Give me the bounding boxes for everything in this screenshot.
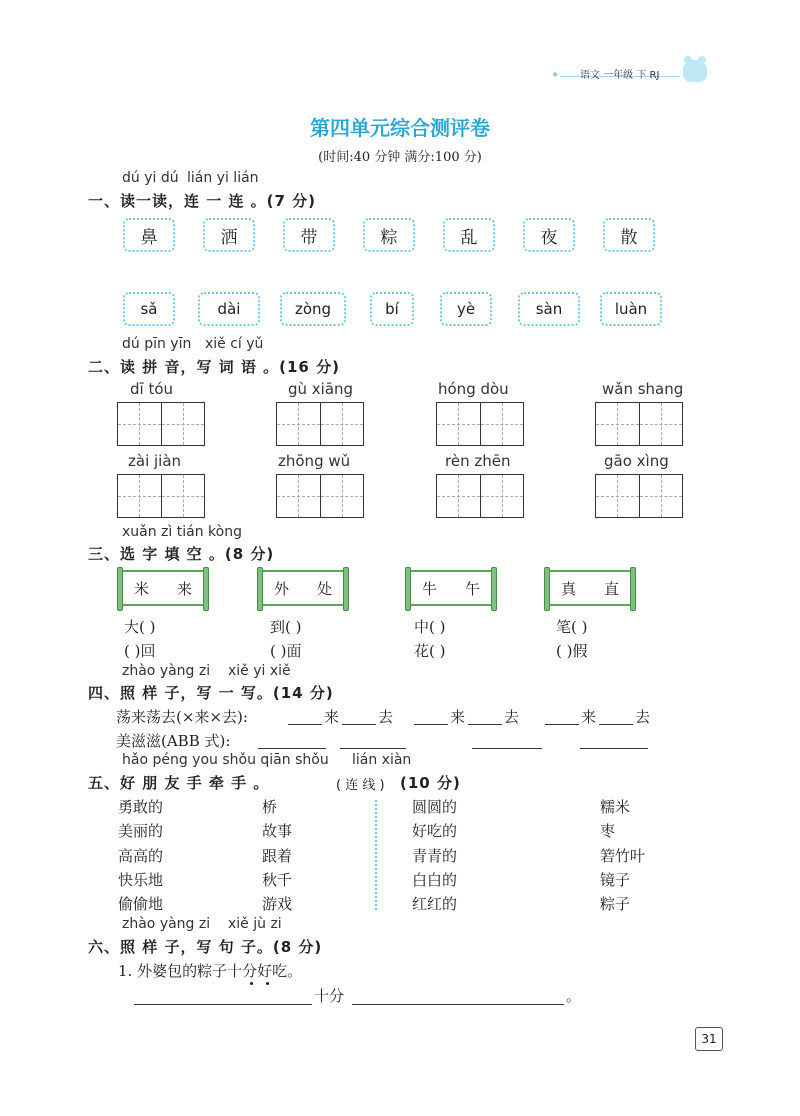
word-pinyin: hóng dòu xyxy=(438,380,509,398)
s5-heading: 五、好 朋 友 手 牵 手 。 xyxy=(88,774,270,792)
fill-blank[interactable]: 大( ) xyxy=(124,618,156,636)
char: 洒 xyxy=(220,227,238,248)
pinyin: bí xyxy=(385,300,399,318)
pinyin-card[interactable] xyxy=(518,292,580,326)
pinyin: sǎ xyxy=(140,300,158,318)
writing-grid[interactable] xyxy=(276,474,364,518)
s5-pinyin-a: hǎo péng you shǒu qiān shǒu xyxy=(122,752,329,768)
word-pinyin: gù xiāng xyxy=(288,380,354,398)
match-word[interactable]: 勇敢的 xyxy=(118,798,164,816)
choice-b: 直 xyxy=(603,579,619,598)
answer-blank[interactable] xyxy=(468,706,502,725)
match-word[interactable]: 枣 xyxy=(600,822,616,840)
pinyin: dài xyxy=(217,300,241,318)
choice-b: 午 xyxy=(464,579,480,598)
answer-blank[interactable] xyxy=(258,730,326,749)
match-word[interactable]: 青青的 xyxy=(412,847,458,865)
bear-icon xyxy=(683,60,707,82)
choice-a: 米 xyxy=(133,579,149,598)
char-card[interactable] xyxy=(283,218,335,252)
lai-char: 来 xyxy=(324,708,340,726)
emphasis-dot xyxy=(250,982,253,985)
lai-char: 来 xyxy=(450,708,466,726)
match-word[interactable]: 白白的 xyxy=(412,871,458,889)
answer-blank[interactable] xyxy=(342,706,376,725)
fill-blank[interactable]: 笔( ) xyxy=(556,618,588,636)
match-word[interactable]: 游戏 xyxy=(262,895,293,913)
match-word[interactable]: 快乐地 xyxy=(118,871,164,889)
answer-blank[interactable] xyxy=(545,706,579,725)
pinyin: yè xyxy=(456,300,476,318)
s2-heading: 二、读 拼 音，写 词 语 。(16 分) xyxy=(88,358,340,376)
pinyin-card[interactable] xyxy=(370,292,414,326)
column-divider xyxy=(375,800,377,910)
writing-grid[interactable] xyxy=(595,474,683,518)
writing-grid[interactable] xyxy=(117,402,205,446)
s6-end: 。 xyxy=(566,987,582,1005)
fill-blank[interactable]: 花( ) xyxy=(414,642,446,660)
char: 鼻 xyxy=(140,227,158,248)
answer-blank[interactable] xyxy=(472,730,542,749)
char-card[interactable] xyxy=(603,218,655,252)
fill-blank[interactable]: ( )假 xyxy=(556,642,588,660)
pinyin-card[interactable] xyxy=(123,292,175,326)
page-title: 第四单元综合测评卷 xyxy=(310,116,490,140)
answer-blank[interactable] xyxy=(414,706,448,725)
match-word[interactable]: 桥 xyxy=(262,798,278,816)
match-word[interactable]: 偷偷地 xyxy=(118,895,164,913)
word-pinyin: zhōng wǔ xyxy=(278,452,351,470)
choice-scroll xyxy=(260,570,346,606)
answer-blank[interactable] xyxy=(340,730,406,749)
choice-a: 真 xyxy=(560,579,576,598)
qu-char: 去 xyxy=(378,708,394,726)
s5-score: (10 分) xyxy=(400,774,461,792)
char-card[interactable] xyxy=(203,218,255,252)
emphasis-dot xyxy=(266,982,269,985)
char-card[interactable] xyxy=(443,218,495,252)
pinyin: luàn xyxy=(614,300,648,318)
s5-pinyin-b: lián xiàn xyxy=(352,752,412,768)
s1-pinyin-a: dú yi dú xyxy=(122,170,179,186)
match-word[interactable]: 高高的 xyxy=(118,847,164,865)
s1-heading: 一、读一读，连 一 连 。(7 分) xyxy=(88,192,317,210)
s6-item-1: 1. 外婆包的粽子十分好吃。 xyxy=(118,962,303,980)
match-word[interactable]: 粽子 xyxy=(600,895,631,913)
word-pinyin: dī tóu xyxy=(130,380,174,398)
match-word[interactable]: 圆圆的 xyxy=(412,798,458,816)
answer-blank[interactable] xyxy=(288,706,322,725)
match-word[interactable]: 好吃的 xyxy=(412,822,458,840)
match-word[interactable]: 糯米 xyxy=(600,798,631,816)
s4-example-1: 荡来荡去(×来×去): xyxy=(116,708,248,726)
page-subtitle: (时间:40 分钟 满分:100 分) xyxy=(318,150,482,165)
header-subject: 语文 一年级 下 RJ xyxy=(580,70,660,81)
s6-pinyin-a: zhào yàng zi xyxy=(122,916,211,932)
match-word[interactable]: 美丽的 xyxy=(118,822,164,840)
char: 散 xyxy=(620,227,638,248)
s4-pinyin-b: xiě yi xiě xyxy=(228,663,291,679)
pinyin-card[interactable] xyxy=(198,292,260,326)
s5-note: ( 连 线 ) xyxy=(336,778,385,793)
match-word[interactable]: 秋千 xyxy=(262,871,293,889)
choice-b: 来 xyxy=(176,579,192,598)
s4-example-2: 美滋滋(ABB 式): xyxy=(116,732,231,750)
match-word[interactable]: 故事 xyxy=(262,822,293,840)
choice-a: 外 xyxy=(273,579,289,598)
s1-pinyin-b: lián yi lián xyxy=(187,170,259,186)
choice-scroll xyxy=(120,570,206,606)
writing-grid[interactable] xyxy=(436,402,524,446)
char: 带 xyxy=(300,227,318,248)
star-icon: ✦ xyxy=(551,70,560,81)
pinyin-card[interactable] xyxy=(280,292,346,326)
choice-b: 处 xyxy=(316,579,332,598)
writing-grid[interactable] xyxy=(436,474,524,518)
s3-heading: 三、选 字 填 空 。(8 分) xyxy=(88,545,275,563)
qu-char: 去 xyxy=(635,708,651,726)
pinyin-card[interactable] xyxy=(440,292,492,326)
fill-blank[interactable]: 中( ) xyxy=(414,618,446,636)
char: 乱 xyxy=(460,227,478,248)
choice-scroll xyxy=(408,570,494,606)
pinyin: zòng xyxy=(294,300,332,318)
lai-char: 来 xyxy=(581,708,597,726)
fill-blank[interactable]: ( )面 xyxy=(270,642,302,660)
choice-scroll xyxy=(547,570,633,606)
s4-heading: 四、照 样 子，写 一 写。(14 分) xyxy=(88,684,334,702)
s2-pinyin-a: dú pīn yīn xyxy=(122,336,192,352)
pinyin-card[interactable] xyxy=(600,292,662,326)
choice-a: 牛 xyxy=(421,579,437,598)
s6-mid: 十分 xyxy=(314,987,345,1005)
word-pinyin: zài jiàn xyxy=(128,452,182,470)
page-number: 31 xyxy=(695,1027,723,1051)
writing-grid[interactable] xyxy=(276,402,364,446)
match-word[interactable]: 箬竹叶 xyxy=(600,847,646,865)
word-pinyin: rèn zhēn xyxy=(445,452,511,470)
answer-blank[interactable] xyxy=(580,730,648,749)
s3-pinyin: xuǎn zì tián kòng xyxy=(122,524,242,540)
s4-pinyin-a: zhào yàng zi xyxy=(122,663,211,679)
qu-char: 去 xyxy=(504,708,520,726)
word-pinyin: wǎn shang xyxy=(602,380,684,398)
writing-grid[interactable] xyxy=(117,474,205,518)
writing-grid[interactable] xyxy=(595,402,683,446)
char-card[interactable] xyxy=(523,218,575,252)
char: 粽 xyxy=(380,227,398,248)
char: 夜 xyxy=(540,227,558,248)
s6-heading: 六、照 样 子，写 句 子。(8 分) xyxy=(88,938,323,956)
answer-blank[interactable] xyxy=(134,986,312,1005)
match-word[interactable]: 跟着 xyxy=(262,847,293,865)
word-pinyin: gāo xìng xyxy=(604,452,669,470)
s6-pinyin-b: xiě jù zi xyxy=(228,916,282,932)
match-word[interactable]: 镜子 xyxy=(600,871,631,889)
answer-blank[interactable] xyxy=(599,706,633,725)
fill-blank[interactable]: ( )回 xyxy=(124,642,156,660)
fill-blank[interactable]: 到( ) xyxy=(270,618,302,636)
s2-pinyin-b: xiě cí yǔ xyxy=(205,336,264,352)
char-card[interactable] xyxy=(363,218,415,252)
char-card[interactable] xyxy=(123,218,175,252)
answer-blank[interactable] xyxy=(352,986,564,1005)
pinyin: sàn xyxy=(535,300,563,318)
match-word[interactable]: 红红的 xyxy=(412,895,458,913)
